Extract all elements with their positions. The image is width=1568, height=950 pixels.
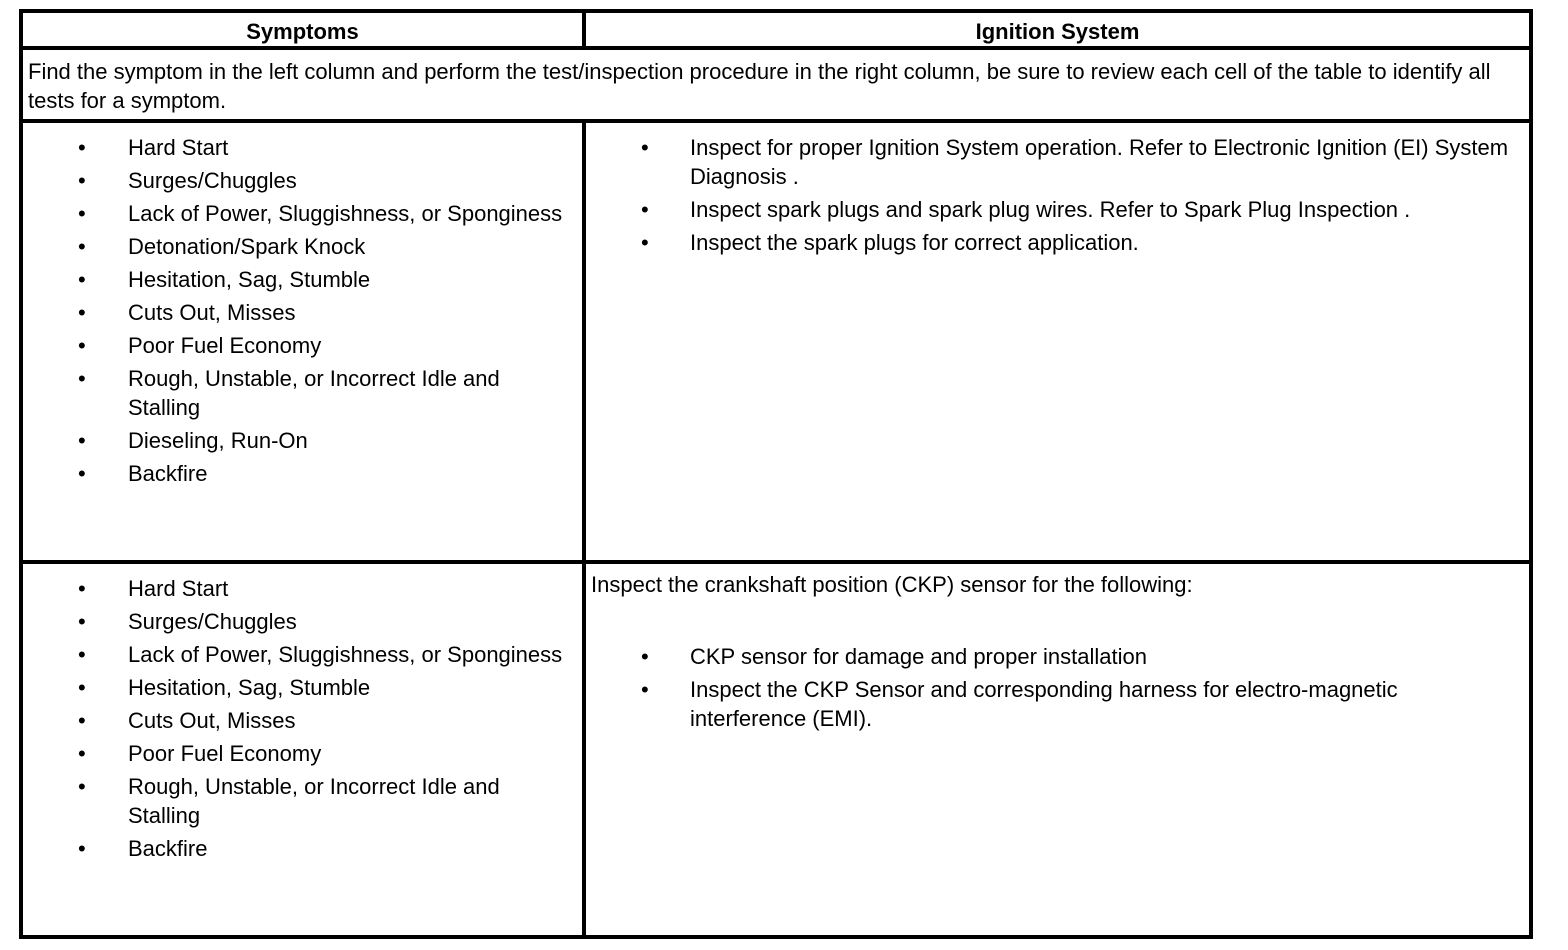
list-item-text: Poor Fuel Economy: [128, 741, 322, 766]
list-item: [23, 364, 582, 422]
list-item: [23, 834, 582, 863]
bullet-icon: •: [78, 300, 86, 325]
instruction-row: [23, 50, 1529, 123]
list-item-text: Inspect the CKP Sensor and corresponding harness for electro-magnetic interference (EMI).: [690, 677, 1398, 731]
bullet-icon: •: [78, 836, 86, 861]
list-item: [23, 607, 582, 636]
instruction-text: Find the symptom in the left column and perform the test/inspection procedure in the right column, be sure to review each cell of the table to identify all tests for a symptom.: [28, 59, 1491, 113]
list-item-text: CKP sensor for damage and proper installation: [690, 644, 1147, 669]
bullet-icon: •: [78, 234, 86, 259]
bullet-icon: •: [641, 677, 649, 702]
bullet-icon: •: [641, 197, 649, 222]
bullet-icon: •: [78, 428, 86, 453]
list-item: [23, 739, 582, 768]
bullet-icon: •: [78, 201, 86, 226]
list-item-text: Backfire: [128, 461, 208, 486]
list-item-text: Surges/Chuggles: [128, 168, 297, 193]
list-item: [23, 265, 582, 294]
list-item-text: Lack of Power, Sluggishness, or Sponginess: [128, 201, 563, 226]
header-row: [23, 13, 1529, 50]
list-item-text: Inspect spark plugs and spark plug wires. Refer to Spark Plug Inspection .: [690, 197, 1411, 222]
bullet-icon: •: [78, 461, 86, 486]
list-item-text: Poor Fuel Economy: [128, 333, 322, 358]
list-item-text: Detonation/Spark Knock: [128, 234, 366, 259]
list-item-text: Rough, Unstable, or Incorrect Idle and Stalling: [128, 774, 500, 828]
symptom-list: [23, 574, 582, 867]
bullet-icon: •: [78, 333, 86, 358]
list-item: [23, 331, 582, 360]
list-item-text: Inspect the spark plugs for correct application.: [690, 230, 1139, 255]
list-item-text: Hesitation, Sag, Stumble: [128, 675, 371, 700]
table-row: [23, 564, 1529, 935]
bullet-icon: •: [78, 366, 86, 391]
list-item-text: Rough, Unstable, or Incorrect Idle and Stalling: [128, 366, 500, 420]
bullet-icon: •: [78, 609, 86, 634]
list-item-text: Cuts Out, Misses: [128, 708, 296, 733]
bullet-icon: •: [78, 642, 86, 667]
header-ignition-system: Ignition System: [975, 19, 1140, 44]
list-item: [23, 232, 582, 261]
test-list: [586, 133, 1529, 261]
list-item: [23, 459, 582, 488]
list-item-text: Backfire: [128, 836, 208, 861]
list-item: [586, 195, 1529, 224]
bullet-icon: •: [78, 168, 86, 193]
list-item: [23, 426, 582, 455]
list-item: [23, 772, 582, 830]
bullet-icon: •: [78, 267, 86, 292]
list-item: [23, 574, 582, 603]
list-item-text: Hesitation, Sag, Stumble: [128, 267, 371, 292]
bullet-icon: •: [78, 135, 86, 160]
bullet-icon: •: [641, 135, 649, 160]
table-row: [23, 123, 1529, 564]
list-item: [23, 199, 582, 228]
list-item: [23, 706, 582, 735]
list-item-text: Hard Start: [128, 576, 229, 601]
list-item: [586, 228, 1529, 257]
list-item: [586, 642, 1529, 671]
list-item: [586, 133, 1529, 191]
bullet-icon: •: [78, 708, 86, 733]
list-item-text: Surges/Chuggles: [128, 609, 297, 634]
list-item-text: Dieseling, Run-On: [128, 428, 308, 453]
list-item: [23, 133, 582, 162]
bullet-icon: •: [78, 576, 86, 601]
list-item: [586, 675, 1529, 733]
list-item-text: Lack of Power, Sluggishness, or Sponginess: [128, 642, 563, 667]
ckp-intro-text: Inspect the crankshaft position (CKP) sensor for the following:: [591, 572, 1193, 597]
column-divider: [582, 123, 586, 935]
bullet-icon: •: [641, 644, 649, 669]
bullet-icon: •: [78, 675, 86, 700]
bullet-icon: •: [78, 774, 86, 799]
list-item-text: Cuts Out, Misses: [128, 300, 296, 325]
test-list: [586, 642, 1529, 737]
bullet-icon: •: [641, 230, 649, 255]
list-item: [23, 298, 582, 327]
diagnostic-table: [19, 9, 1533, 939]
list-item: [23, 673, 582, 702]
list-item-text: Inspect for proper Ignition System operation. Refer to Electronic Ignition (EI) System Diagnosis .: [690, 135, 1509, 189]
list-item: [23, 166, 582, 195]
header-symptoms: Symptoms: [246, 19, 359, 44]
bullet-icon: •: [78, 741, 86, 766]
symptom-list: [23, 133, 582, 492]
column-divider: [582, 13, 586, 50]
list-item: [23, 640, 582, 669]
list-item-text: Hard Start: [128, 135, 229, 160]
